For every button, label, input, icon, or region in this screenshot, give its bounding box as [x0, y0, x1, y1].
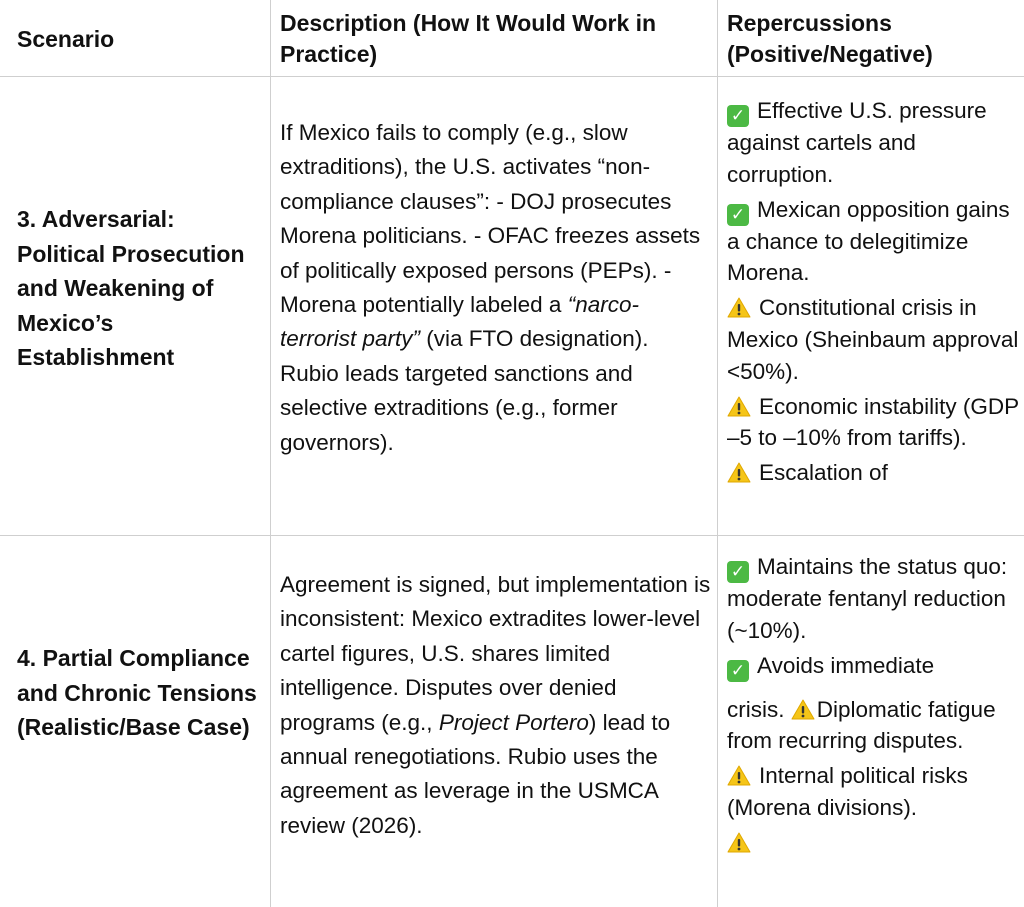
repercussion-text: Internal political risks (Morena divisions).	[727, 763, 968, 820]
repercussion-item	[727, 391, 1019, 454]
check-icon: ✓	[727, 204, 749, 226]
repercussion-item	[727, 457, 1019, 489]
column-divider	[270, 0, 271, 907]
row4-repercussions	[727, 551, 1019, 907]
row3-description	[280, 116, 712, 460]
repercussion-text: Mexican opposition gains a chance to delegitimize Morena.	[727, 196, 1010, 286]
repercussion-text: Economic instability (GDP –5 to –10% from tariffs).	[727, 393, 1019, 451]
header-scenario: Scenario	[17, 26, 115, 52]
repercussion-item	[727, 194, 1019, 289]
repercussion-text: Avoids immediate	[757, 652, 935, 678]
repercussion-text: Diplomatic fatigue from recurring disputes.	[727, 696, 996, 754]
header-repercussions: Repercussions (Positive/Negative)	[727, 10, 933, 67]
check-icon: ✓	[727, 660, 749, 682]
check-icon: ✓	[727, 561, 749, 583]
warning-icon	[727, 297, 751, 318]
row3-description-emphasis: “narco-terrorist party”	[280, 292, 639, 352]
warning-icon	[727, 765, 751, 786]
warning-icon	[727, 396, 751, 417]
row4-description-text: Agreement is signed, but implementation is inconsistent: Mexico extradites lower-level cartel figures, U.S. shares limited intelligence. Disputes over denied programs (e.g.,	[280, 572, 711, 735]
header-description: Description (How It Would Work in Practice)	[280, 10, 657, 67]
repercussion-text: Constitutional crisis in Mexico (Sheinbaum approval <50%).	[727, 295, 1019, 384]
warning-icon	[791, 699, 815, 720]
repercussion-item	[727, 95, 1019, 190]
row3-description-text: If Mexico fails to comply (e.g., slow extraditions), the U.S. activates “non-compliance clauses”: - DOJ prosecutes Morena politicians. - OFAC freezes assets of politically exposed persons (PEPs). - Morena potentially labeled a	[280, 120, 701, 318]
row4-description-text-end: ) lead to annual renegotiations. Rubio uses the agreement as leverage in the USMCA review (2026).	[280, 709, 671, 838]
repercussion-item	[727, 650, 1019, 682]
row3-description-text-end: (via FTO designation). Rubio leads targeted sanctions and selective extraditions (e.g., former governors).	[280, 326, 649, 455]
header-divider	[0, 76, 1024, 77]
row4-description-emphasis: Project Portero	[438, 709, 589, 735]
repercussion-item	[727, 694, 1019, 757]
repercussion-text: Escalation of	[759, 460, 888, 486]
repercussion-text: Effective U.S. pressure against cartels and corruption.	[727, 98, 987, 187]
row4-scenario: 4. Partial Compliance and Chronic Tensions (Realistic/Base Case)	[17, 645, 257, 740]
row3-repercussions	[727, 95, 1019, 535]
repercussion-text: Maintains the status quo: moderate fentanyl reduction (~10%).	[727, 554, 1008, 643]
column-divider	[717, 0, 718, 907]
warning-icon	[727, 462, 751, 483]
repercussion-item	[727, 760, 1019, 823]
row3-scenario: 3. Adversarial: Political Prosecution and Weakening of Mexico’s Establishment	[17, 206, 245, 370]
check-icon: ✓	[727, 105, 749, 127]
repercussion-item	[727, 827, 1019, 859]
repercussion-text: crisis.	[727, 696, 791, 722]
warning-icon	[727, 832, 751, 853]
row-divider	[0, 535, 1024, 536]
repercussion-item	[727, 551, 1019, 646]
repercussion-item	[727, 292, 1019, 387]
row4-description	[280, 568, 712, 843]
